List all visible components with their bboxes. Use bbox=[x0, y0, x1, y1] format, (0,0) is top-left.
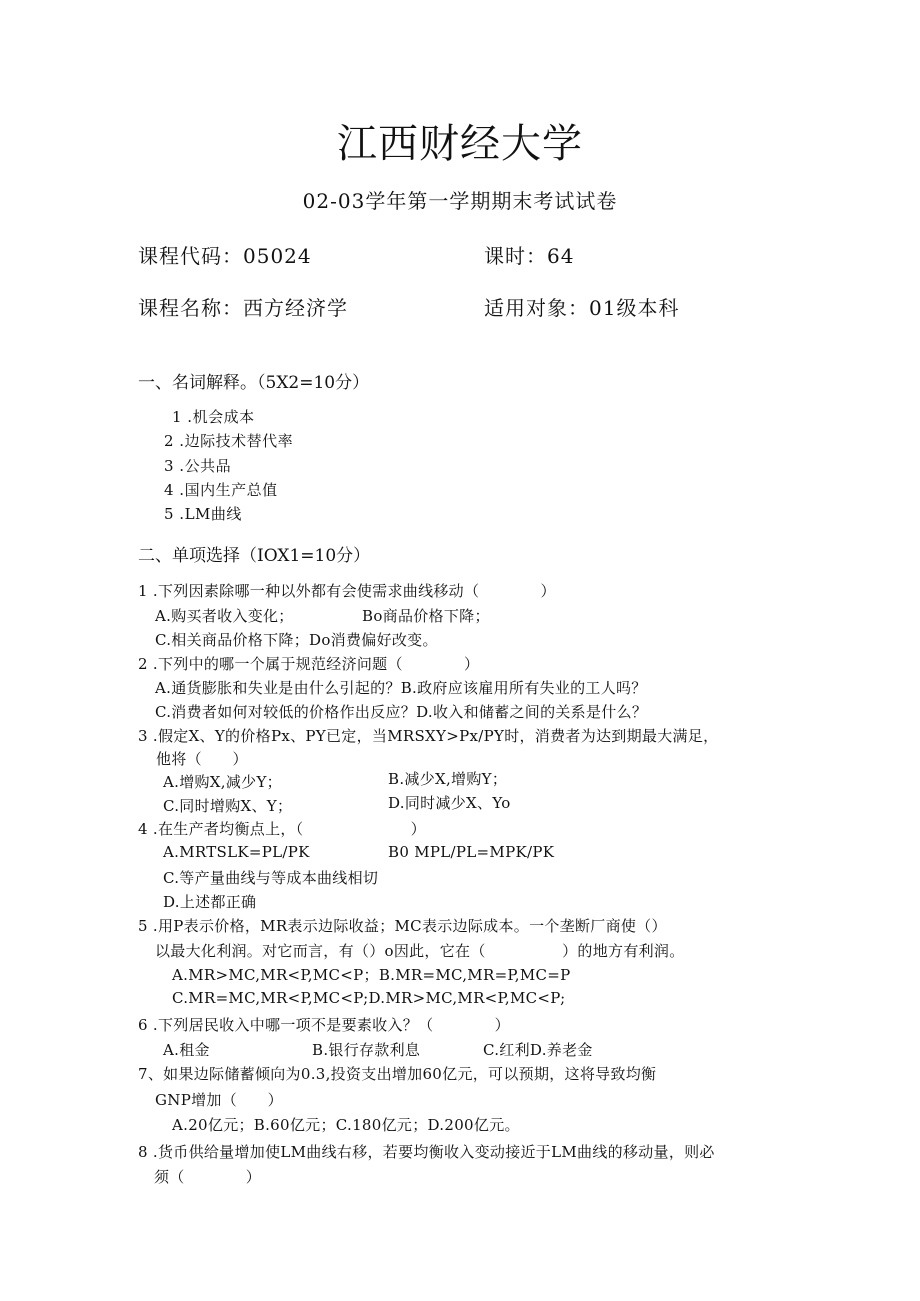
question-1-option-cd: C.相关商品价格下降；Do消费偏好改变。 bbox=[155, 631, 438, 649]
question-6-stem: 6 .下列居民收入中哪一项不是要素收入？（ ） bbox=[138, 1016, 510, 1034]
question-5-options-ab: A.MR>MC,MR<P,MC<P；B.MR=MC,MR=P,MC=P bbox=[172, 966, 571, 984]
question-6-option-b: B.银行存款利息 bbox=[312, 1041, 421, 1059]
question-4-stem: 4 .在生产者均衡点上，（ ） bbox=[138, 820, 426, 838]
university-title: 江西财经大学 bbox=[337, 121, 583, 167]
question-3-option-d: D.同时减少X、Yo bbox=[388, 794, 511, 812]
question-4-option-b: B0 MPL/PL=MPK/PK bbox=[388, 843, 555, 861]
section-2-title: 二、单项选择（IOX1=10分） bbox=[138, 546, 371, 566]
term-item: 1 .机会成本 bbox=[172, 408, 255, 426]
question-3-option-b: B.减少X,增购Y； bbox=[388, 770, 508, 788]
question-8-stem: 8 .货币供给量增加使LM曲线右移，若要均衡收入变动接近于LM曲线的移动量，则必 bbox=[138, 1143, 715, 1161]
question-5-stem: 5 .用P表示价格，MR表示边际收益；MC表示边际成本。一个垄断厂商使（） bbox=[138, 917, 667, 935]
term-item: 4 .国内生产总值 bbox=[164, 481, 278, 499]
question-2-stem: 2 .下列中的哪一个属于规范经济问题（ ） bbox=[138, 655, 480, 673]
course-hours: 课时：64 bbox=[484, 244, 575, 268]
question-7-stem-cont: GNP增加（ ） bbox=[155, 1091, 283, 1109]
question-3-option-c: C.同时增购X、Y； bbox=[163, 797, 293, 815]
term-item: 5 .LM曲线 bbox=[164, 505, 242, 523]
question-7-options: A.20亿元；B.60亿元；C.180亿元；D.200亿元。 bbox=[172, 1116, 520, 1134]
question-8-stem-cont: 须（ ） bbox=[154, 1168, 262, 1186]
term-item: 3 .公共品 bbox=[164, 457, 232, 475]
question-5-stem-cont: 以最大化利润。对它而言，有（）o因此，它在（ ）的地方有利润。 bbox=[155, 942, 685, 960]
exam-title: 02-03学年第一学期期末考试试卷 bbox=[302, 189, 618, 213]
question-1-stem: 1 .下列因素除哪一种以外都有会使需求曲线移动（ ） bbox=[138, 582, 556, 600]
question-3-stem-cont: 他将（ ） bbox=[156, 750, 248, 768]
question-4-option-a: A.MRTSLK=PL/PK bbox=[163, 843, 310, 861]
section-1-title: 一、名词解释。（5X2=10分） bbox=[138, 373, 370, 393]
course-code: 课程代码：05024 bbox=[138, 244, 312, 268]
question-4-option-d: D.上述都正确 bbox=[163, 893, 257, 911]
question-4-option-c: C.等产量曲线与等成本曲线相切 bbox=[163, 869, 379, 887]
question-2-options-cd: C.消费者如何对较低的价格作出反应？D.收入和储蓄之间的关系是什么？ bbox=[155, 703, 648, 721]
question-5-options-cd: C.MR=MC,MR<P,MC<P;D.MR>MC,MR<P,MC<P; bbox=[172, 989, 566, 1007]
question-3-option-a: A.增购X,减少Y； bbox=[163, 773, 282, 791]
question-6-option-cd: C.红利D.养老金 bbox=[483, 1041, 593, 1059]
question-1-option-a: A.购买者收入变化； bbox=[155, 607, 294, 625]
question-7-stem: 7、如果边际储蓄倾向为0.3,投资支出增加60亿元，可以预期，这将导致均衡 bbox=[138, 1065, 657, 1083]
question-2-options-ab: A.通货膨胀和失业是由什么引起的？B.政府应该雇用所有失业的工人吗？ bbox=[155, 679, 647, 697]
course-name: 课程名称：西方经济学 bbox=[138, 296, 348, 320]
course-audience: 适用对象：01级本科 bbox=[484, 296, 680, 320]
question-6-option-a: A.租金 bbox=[163, 1041, 210, 1059]
question-1-option-b: Bo商品价格下降； bbox=[362, 607, 490, 625]
term-item: 2 .边际技术替代率 bbox=[164, 432, 294, 450]
question-3-stem: 3 .假定X、Y的价格Px、PY已定，当MRSXY>Px/PY时，消费者为达到期最大满足， bbox=[138, 727, 719, 745]
